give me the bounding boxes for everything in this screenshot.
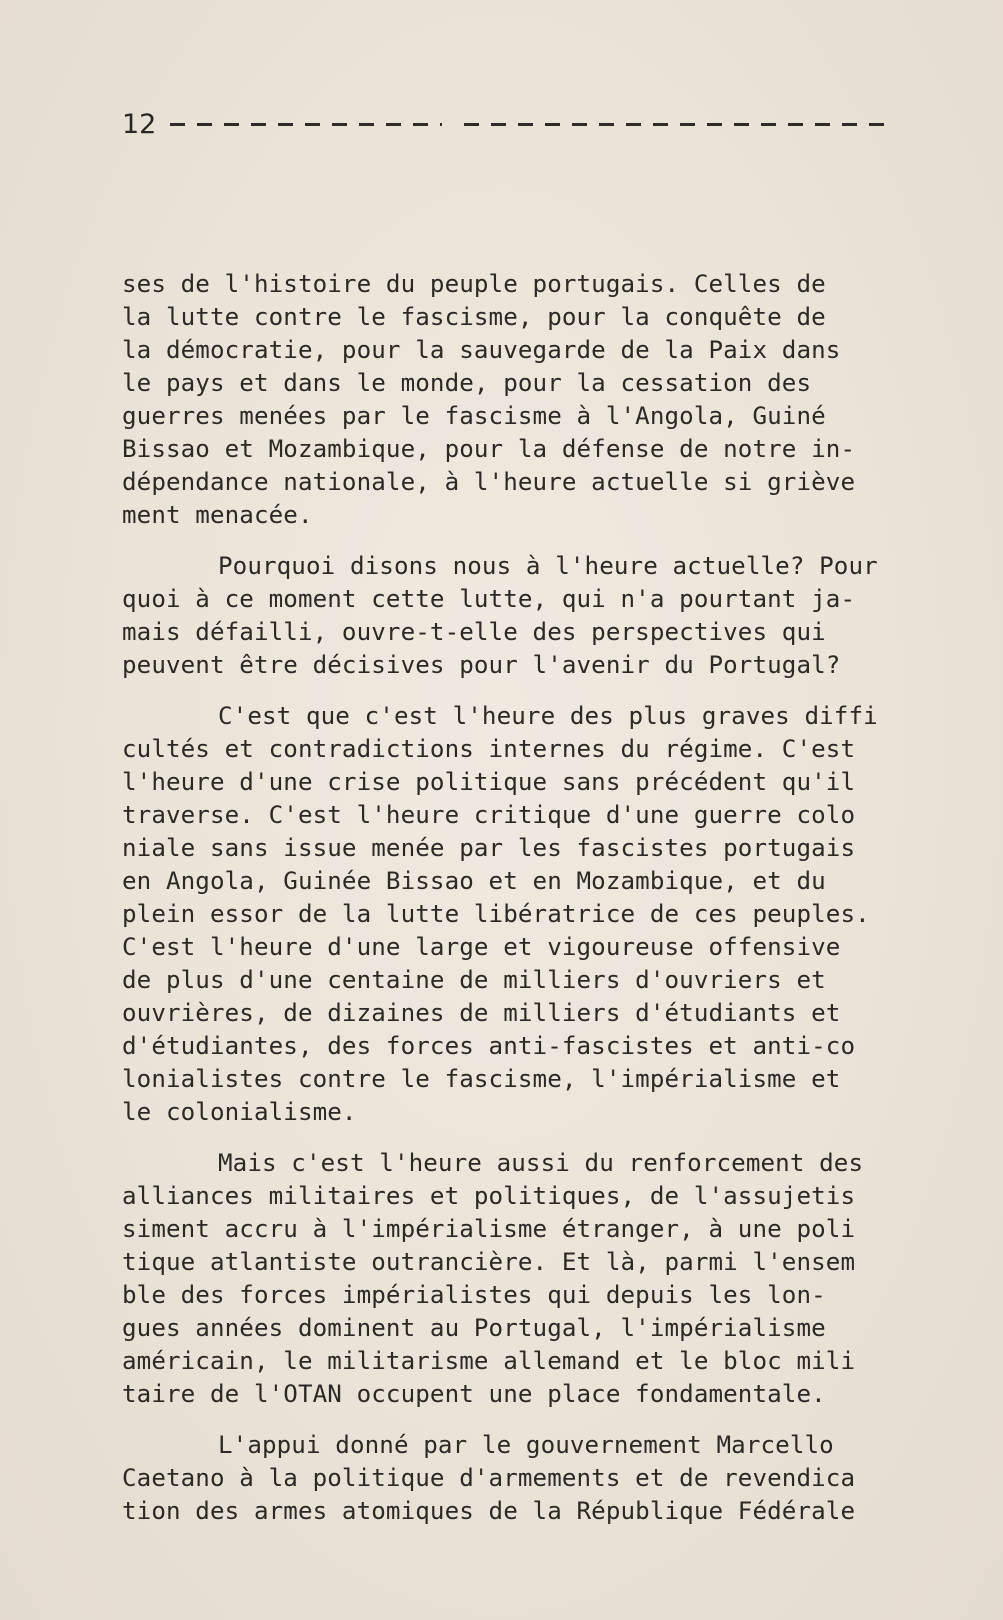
text-line: de plus d'une centaine de milliers d'ouvriers et	[122, 966, 826, 994]
text-line: ouvrières, de dizaines de milliers d'étudiants et	[122, 999, 841, 1027]
text-line: L'appui donné par le gouvernement Marcello	[218, 1431, 834, 1459]
text-line: tion des armes atomiques de la République Fédérale	[122, 1497, 856, 1525]
paragraph	[122, 700, 922, 1129]
paragraph	[122, 1429, 922, 1528]
text-line: la démocratie, pour la sauvegarde de la Paix dans	[122, 336, 841, 364]
text-line: taire de l'OTAN occupent une place fondamentale.	[122, 1380, 826, 1408]
text-line: lonialistes contre le fascisme, l'impérialisme et	[122, 1065, 841, 1093]
page-header	[122, 104, 922, 144]
paragraph	[122, 550, 922, 682]
text-line: C'est l'heure d'une large et vigoureuse offensive	[122, 933, 841, 961]
text-line: d'étudiantes, des forces anti-fascistes et anti-co	[122, 1032, 856, 1060]
text-line: gues années dominent au Portugal, l'impérialisme	[122, 1314, 826, 1342]
text-line: cultés et contradictions internes du régime. C'est	[122, 735, 856, 763]
text-line: siment accru à l'impérialisme étranger, à une poli	[122, 1215, 856, 1243]
header-dash-rule-right	[464, 123, 896, 126]
text-line: plein essor de la lutte libératrice de ces peuples.	[122, 900, 870, 928]
text-line: traverse. C'est l'heure critique d'une guerre colo	[122, 801, 856, 829]
text-line: américain, le militarisme allemand et le bloc mili	[122, 1347, 856, 1375]
text-line: Bissao et Mozambique, pour la défense de notre in-	[122, 435, 856, 463]
text-line: peuvent être décisives pour l'avenir du Portugal?	[122, 651, 841, 679]
body-text	[122, 268, 922, 1546]
text-line: dépendance nationale, à l'heure actuelle si griève	[122, 468, 856, 496]
text-line: le colonialisme.	[122, 1098, 357, 1126]
text-line: tique atlantiste outrancière. Et là, parmi l'ensem	[122, 1248, 856, 1276]
text-line: le pays et dans le monde, pour la cessation des	[122, 369, 812, 397]
text-line: en Angola, Guinée Bissao et en Mozambique, et du	[122, 867, 826, 895]
text-line: alliances militaires et politiques, de l'assujetis	[122, 1182, 856, 1210]
text-line: ment menacée.	[122, 501, 313, 529]
paragraph	[122, 1147, 922, 1411]
text-line: Caetano à la politique d'armements et de revendica	[122, 1464, 856, 1492]
text-line: ble des forces impérialistes qui depuis les lon-	[122, 1281, 826, 1309]
page-number: 12	[122, 108, 157, 140]
text-line: mais défailli, ouvre-t-elle des perspectives qui	[122, 618, 826, 646]
text-line: guerres menées par le fascisme à l'Angola, Guiné	[122, 402, 826, 430]
text-line: C'est que c'est l'heure des plus graves diffi	[218, 702, 878, 730]
text-line: niale sans issue menée par les fascistes portugais	[122, 834, 856, 862]
text-line: Mais c'est l'heure aussi du renforcement des	[218, 1149, 864, 1177]
paragraph	[122, 268, 922, 532]
text-line: Pourquoi disons nous à l'heure actuelle? Pour	[218, 552, 878, 580]
text-line: quoi à ce moment cette lutte, qui n'a pourtant ja-	[122, 585, 856, 613]
text-line: l'heure d'une crise politique sans précédent qu'il	[122, 768, 856, 796]
text-line: la lutte contre le fascisme, pour la conquête de	[122, 303, 826, 331]
text-line: ses de l'histoire du peuple portugais. Celles de	[122, 270, 826, 298]
header-dash-rule-left	[170, 123, 442, 126]
